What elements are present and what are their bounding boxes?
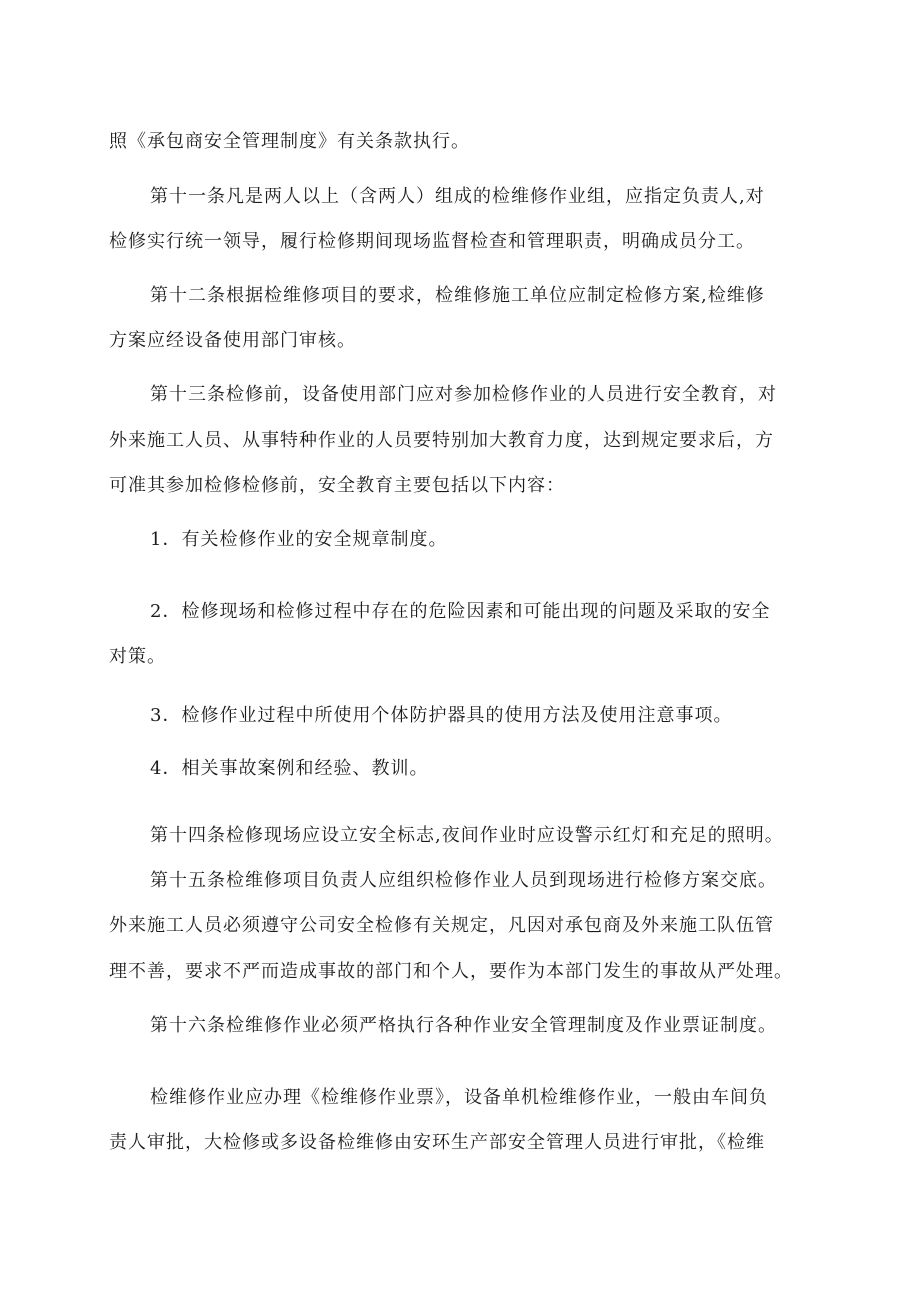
text-line: 责人审批，大检修或多设备检维修由安环生产部安全管理人员进行审批，《检维 [109,1132,765,1153]
list-item: 1．有关检修作业的安全规章制度。 [150,529,448,550]
text-line: 检维修作业应办理《检维修作业票》，设备单机检维修作业，一般由车间负 [150,1087,768,1108]
text-line: 第十五条检维修项目负责人应组织检修作业人员到现场进行检修方案交底。 [150,870,777,891]
text-line: 对策。 [109,646,166,667]
list-item: 2．检修现场和检修过程中存在的危险因素和可能出现的问题及采取的安全 [150,601,771,622]
text-line: 第十六条检维修作业必须严格执行各种作业安全管理制度及作业票证制度。 [150,1015,777,1036]
text-line: 外来施工人员、从事特种作业的人员要特别加大教育力度，达到规定要求后，方 [109,430,774,451]
text-line: 理不善，要求不严而造成事故的部门和个人，要作为本部门发生的事故从严处理。 [109,961,793,982]
text-line: 检修实行统一领导，履行检修期间现场监督检查和管理职责，明确成员分工。 [109,231,755,252]
text-line: 方案应经设备使用部门审核。 [109,330,356,351]
text-line: 可准其参加检修检修前，安全教育主要包括以下内容： [109,475,565,496]
list-item: 3．检修作业过程中所使用个体防护器具的使用方法及使用注意事项。 [150,705,733,726]
text-line: 第十四条检修现场应设立安全标志,夜间作业时应设警示红灯和充足的照明。 [150,825,784,846]
text-line: 第十三条检修前，设备使用部门应对参加检修作业的人员进行安全教育，对 [150,384,777,405]
text-line: 照《承包商安全管理制度》有关条款执行。 [109,131,470,152]
text-line: 第十二条根据检维修项目的要求，检维修施工单位应制定检修方案,检维修 [150,285,765,306]
list-item: 4．相关事故案例和经验、教训。 [150,758,429,779]
text-line: 第十一条凡是两人以上（含两人）组成的检维修作业组，应指定负责人,对 [150,186,765,207]
text-line: 外来施工人员必须遵守公司安全检修有关规定，凡因对承包商及外来施工队伍管 [109,915,774,936]
